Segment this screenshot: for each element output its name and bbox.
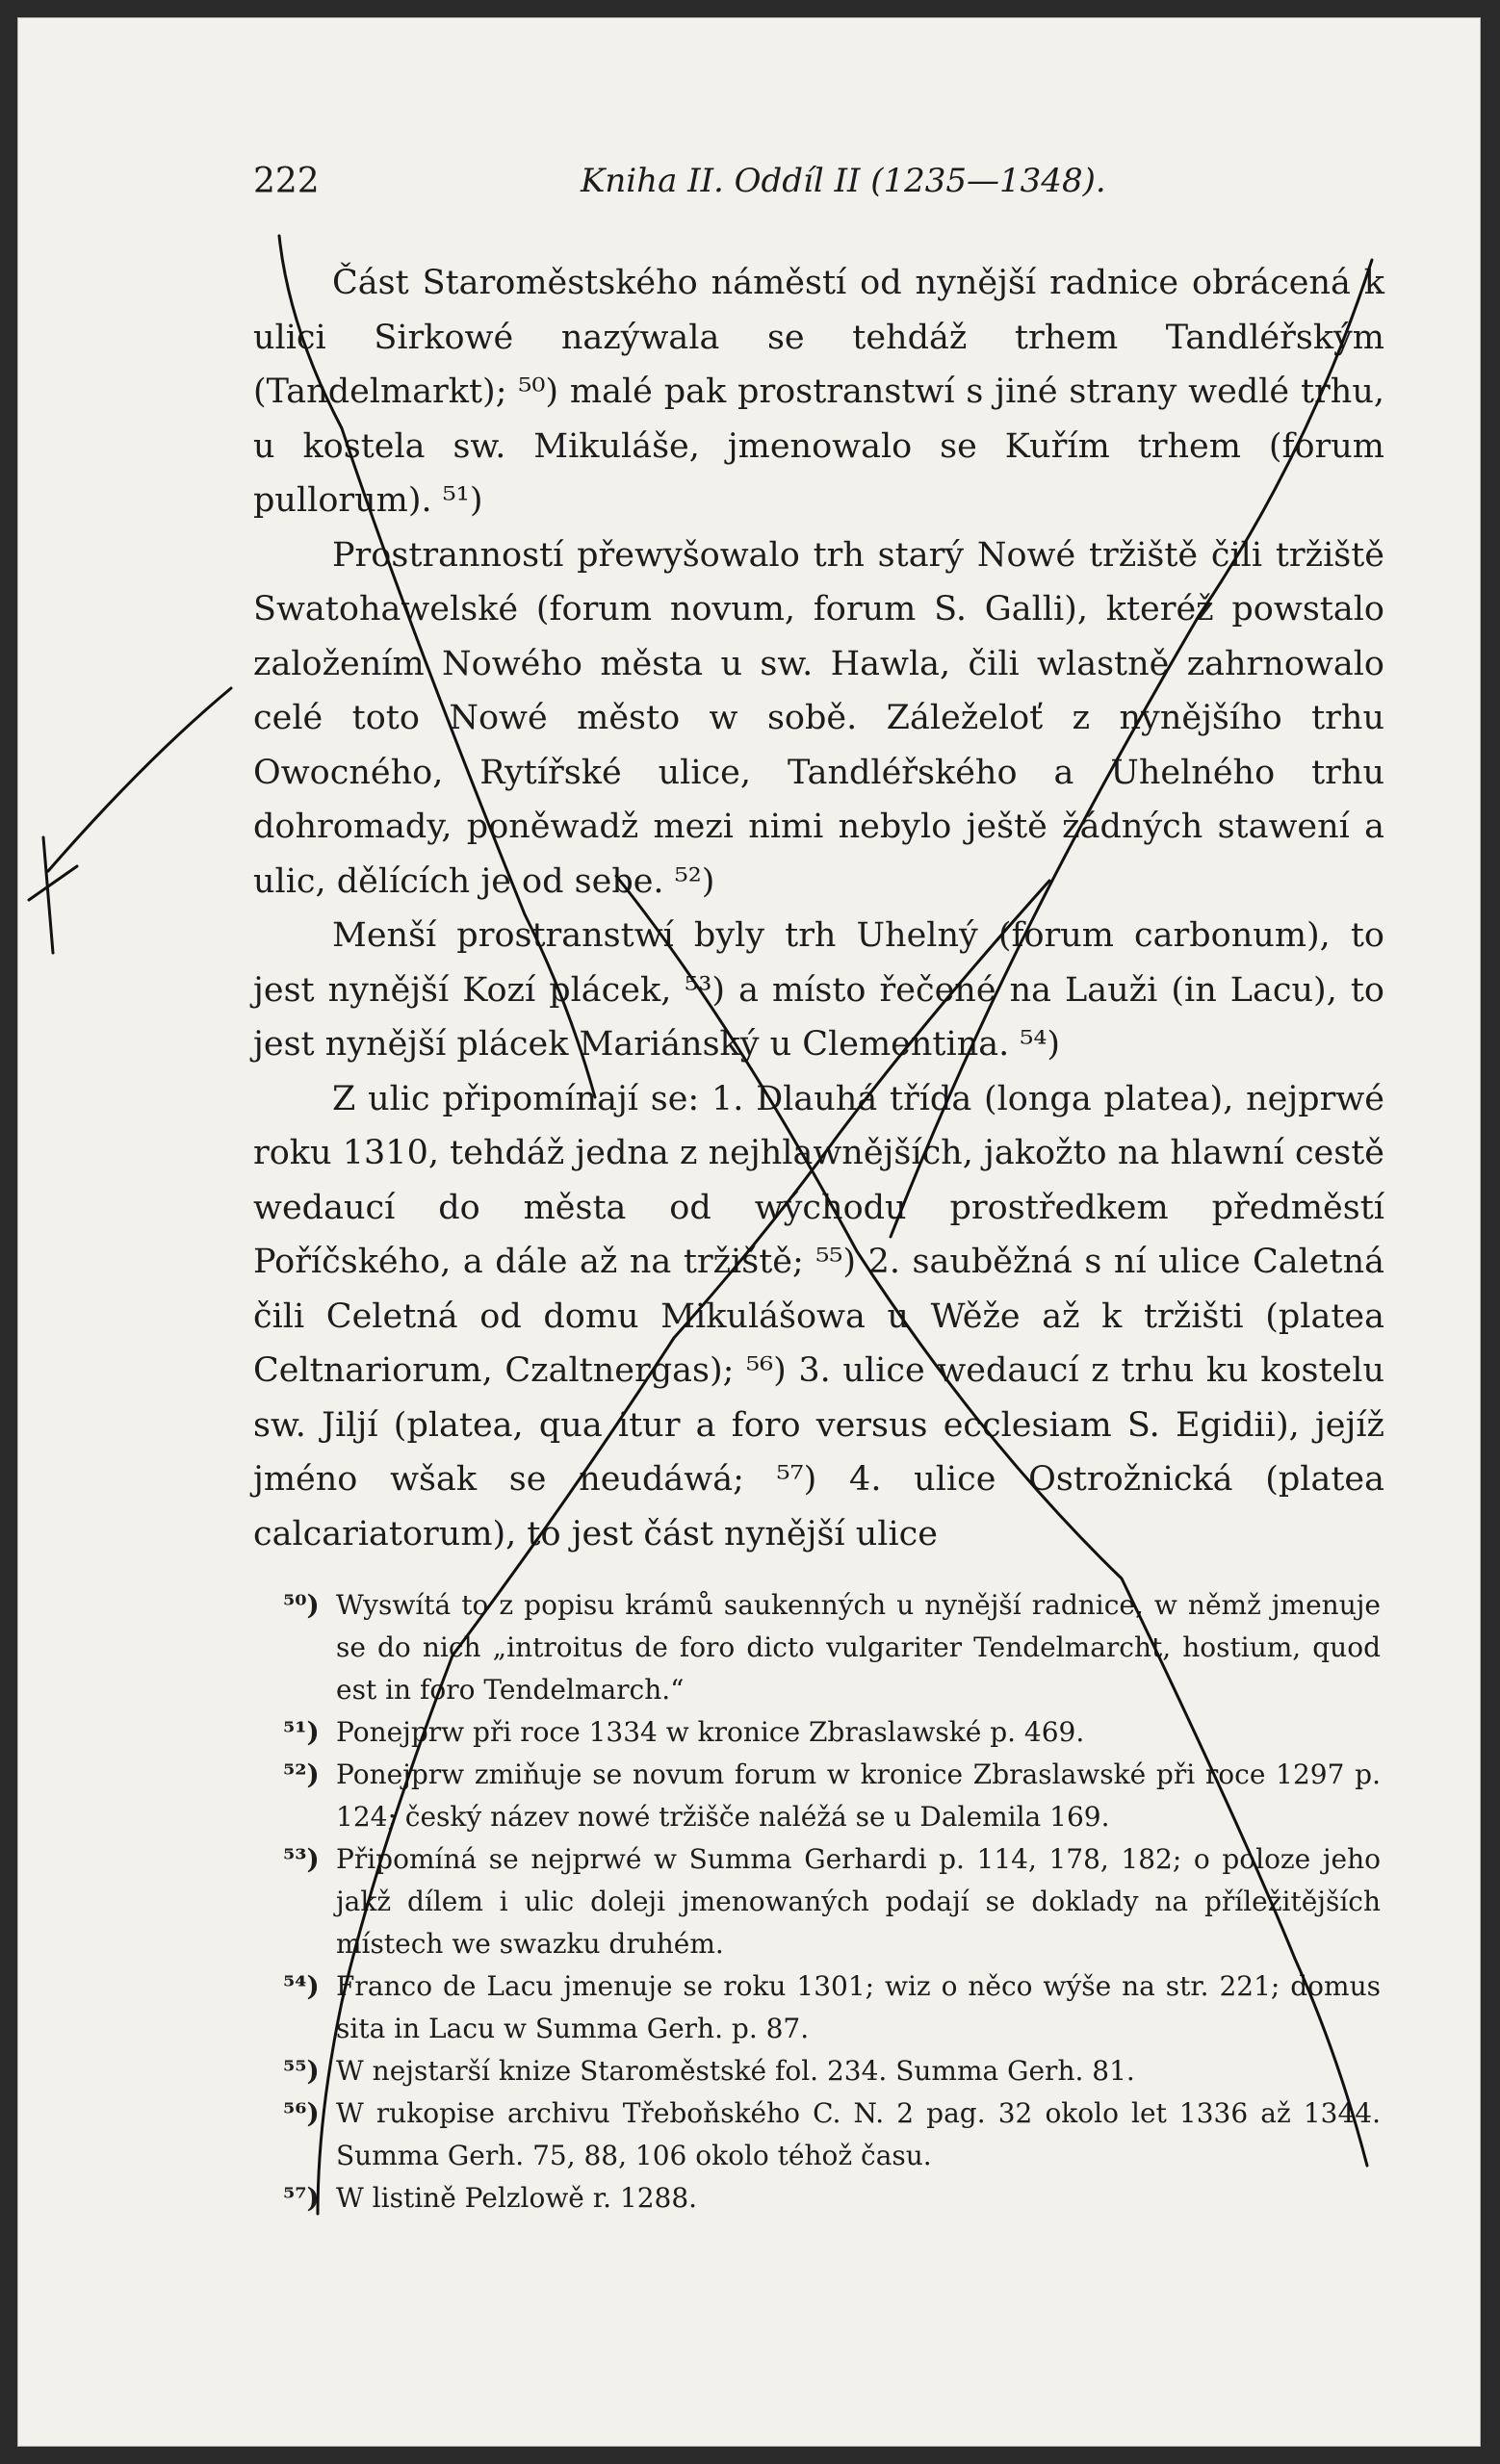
- footnote-51: [283, 1711, 1381, 1754]
- footnote-text: Ponejprw zmiňuje se novum forum w kronice Zbraslawské při roce 1297 p. 124; český název nowé tržišče naléžá se u Dalemila 169.: [336, 1758, 1381, 1833]
- footnote-56: [283, 2092, 1381, 2177]
- page-number: 222: [253, 162, 320, 201]
- footnote-57: [283, 2177, 1381, 2220]
- footnote-text: W nejstarší knize Staroměstské fol. 234. Summa Gerh. 81.: [336, 2055, 1135, 2087]
- paragraph-1: Část Staroměstského náměstí od nynější radnice obrácená k ulici Sirkowé nazýwala se tehdáž trhem Tandléřským (Tandelmarkt); ⁵⁰) malé pak prostranstwí s jiné strany wedlé trhu, u kostela sw. Mikuláše, jmenowalo se Kuřím trhem (forum pullorum). ⁵¹): [253, 264, 1384, 520]
- footnote-55: [283, 2050, 1381, 2092]
- footnote-marker: ⁵⁷): [283, 2182, 320, 2214]
- footnote-marker: ⁵⁵): [283, 2055, 320, 2087]
- paragraph-3: Menší prostranstwí byly trh Uhelný (forum carbonum), to jest nynější Kozí plácek, ⁵³) a místo řečené na Lauži (in Lacu), to jest nynější plácek Mariánský u Clementina. ⁵⁴): [253, 916, 1384, 1064]
- footnote-52: [283, 1754, 1381, 1838]
- footnote-marker: ⁵³): [283, 1843, 320, 1875]
- footnote-marker: ⁵²): [283, 1758, 320, 1790]
- footnote-text: W listině Pelzlowě r. 1288.: [336, 2182, 698, 2214]
- footnote-marker: ⁵⁰): [283, 1589, 320, 1621]
- paragraph-4: Z ulic připomínají se: 1. Dlauhá třída (longa platea), nejprwé roku 1310, tehdáž jedna z nejhlawnějších, jakožto na hlawní cestě wedaucí do města od wýchodu prostředkem předměstí Poříčského, a dále až na tržiště; ⁵⁵) 2. sauběžná s ní ulice Caletná čili Celetná od domu Mikulášowa u Wěže až k tržišti (platea Celtnariorum, Czaltnergas); ⁵⁶) 3. ulice wedaucí z trhu ku kostelu sw. Jiljí (platea, qua itur a foro versus ecclesiam S. Egidii), jejíž jméno wšak se neudáwá; ⁵⁷) 4. ulice Ostrožnická (platea calcariatorum), to jest část nynější ulice: [253, 1079, 1384, 1553]
- footnote-marker: ⁵⁶): [283, 2097, 320, 2129]
- page-header: [253, 162, 1389, 219]
- footnote-54: [283, 1965, 1381, 2050]
- footnotes: [283, 1584, 1381, 2220]
- footnote-text: Wyswítá to z popisu krámů saukenných u nynější radnice, w němž jmenuje se do nich „introitus de foro dicto vulgariter Tendelmarcht, hostium, quod est in foro Tendelmarch.“: [336, 1589, 1381, 1706]
- footnote-50: [283, 1584, 1381, 1711]
- footnote-marker: ⁵⁴): [283, 1970, 320, 2002]
- footnote-text: W rukopise archivu Třeboňského C. N. 2 pag. 32 okolo let 1336 až 1344. Summa Gerh. 75, 88, 106 okolo téhož času.: [336, 2097, 1381, 2171]
- footnote-text: Připomíná se nejprwé w Summa Gerhardi p. 114, 178, 182; o poloze jeho jakž dílem i ulic doleji jmenowaných podají se doklady na příležitějších místech we swazku druhém.: [336, 1843, 1381, 1960]
- footnote-marker: ⁵¹): [283, 1716, 320, 1748]
- footnote-text: Franco de Lacu jmenuje se roku 1301; wiz o něco wýše na str. 221; domus sita in Lacu w Summa Gerh. p. 87.: [336, 1970, 1381, 2044]
- footnote-text: Ponejprw při roce 1334 w kronice Zbraslawské p. 469.: [336, 1716, 1085, 1748]
- book-page: [17, 17, 1481, 2447]
- running-head: Kniha II. Oddíl II (1235—1348).: [581, 162, 1106, 200]
- footnote-53: [283, 1838, 1381, 1965]
- paragraph-2: Prostranností přewyšowalo trh starý Nowé tržiště čili tržiště Swatohawelské (forum novum, forum S. Galli), kteréž powstalo založením Nowého města u sw. Hawla, čili wlastně zahrnowalo celé toto Nowé město w sobě. Záleželoť z nynějšího trhu Owocného, Rytířské ulice, Tandléřského a Uhelného trhu dohromady, poněwadž mezi nimi nebylo ještě žádných stawení a ulic, dělících je od sebe. ⁵²): [253, 535, 1384, 901]
- body-text: [253, 256, 1384, 1561]
